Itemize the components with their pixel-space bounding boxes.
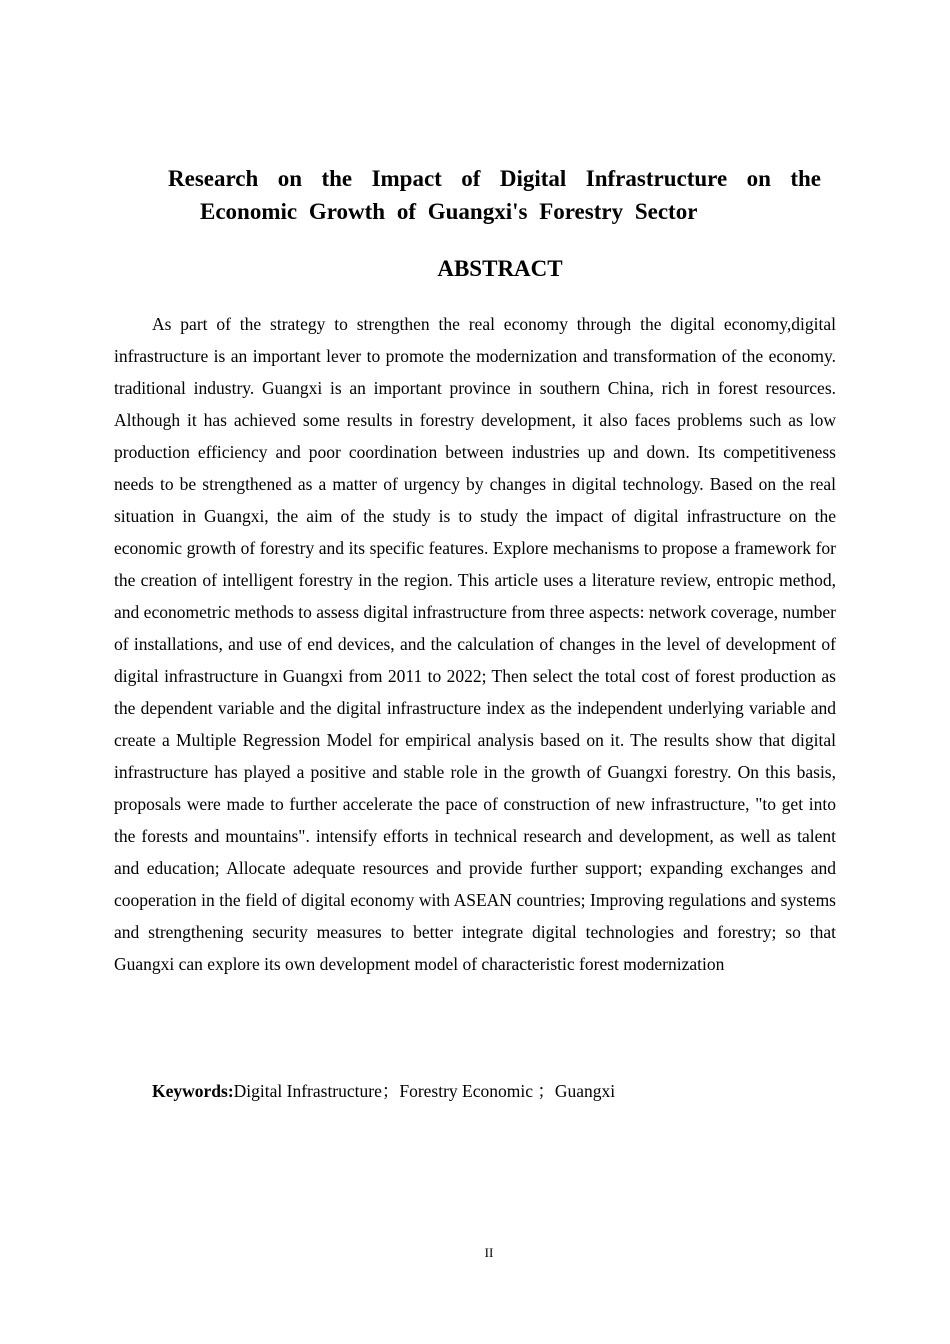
- keywords-line: [152, 1075, 615, 1107]
- keywords-value: Digital Infrastructure；Forestry Economic ；Guangxi: [233, 1081, 616, 1101]
- abstract-heading: ABSTRACT: [437, 256, 563, 281]
- paper-title: [168, 162, 821, 228]
- paper-title-line-2: Economic Growth of Guangxi's Forestry Sector: [200, 199, 698, 224]
- page-number: II: [484, 1245, 494, 1260]
- abstract-body: As part of the strategy to strengthen the real economy through the digital economy,digital infrastructure is an important lever to promote the modernization and transformation of the economy. traditional industry. Guangxi is an important province in southern China, rich in forest resources. Although it has achieved some results in forestry development, it also faces problems such as low production efficiency and poor coordination between industries up and down. Its competitiveness needs to be strengthened as a matter of urgency by changes in digital technology. Based on the real situation in Guangxi, the aim of the study is to study the impact of digital infrastructure on the economic growth of forestry and its specific features. Explore mechanisms to propose a framework for the creation of intelligent forestry in the region. This article uses a literature review, entropic method, and econometric methods to assess digital infrastructure from three aspects: network coverage, number of installations, and use of end devices, and the calculation of changes in the level of development of digital infrastructure in Guangxi from 2011 to 2022; Then select the total cost of forest production as the dependent variable and the digital infrastructure index as the independent underlying variable and create a Multiple Regression Model for empirical analysis based on it. The results show that digital infrastructure has played a positive and stable role in the growth of Guangxi forestry. On this basis, proposals were made to further accelerate the pace of construction of new infrastructure, "to get into the forests and mountains". intensify efforts in technical research and development, as well as talent and education; Allocate adequate resources and provide further support; expanding exchanges and cooperation in the field of digital economy with ASEAN countries; Improving regulations and systems and strengthening security measures to better integrate digital technologies and forestry; so that Guangxi can explore its own development model of characteristic forest modernization: [114, 314, 836, 974]
- keywords-label: Keywords:: [152, 1081, 234, 1101]
- paper-title-line-1: Research on the Impact of Digital Infrastructure on the: [168, 166, 821, 191]
